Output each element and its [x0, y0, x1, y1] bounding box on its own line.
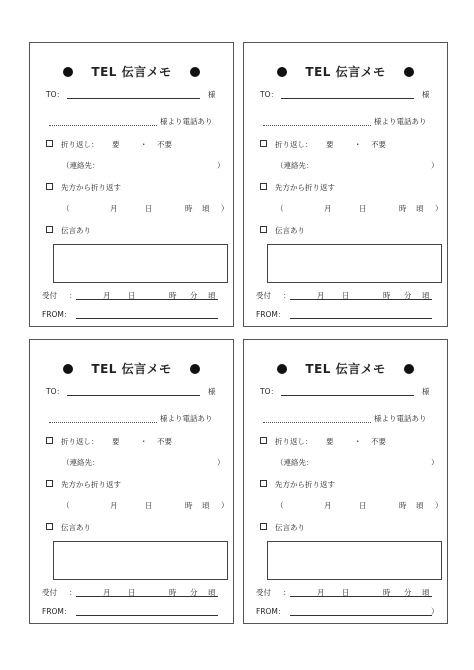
- memo-title: [30, 63, 233, 80]
- approx-label: 頃: [416, 204, 424, 213]
- day-label: 日: [128, 291, 136, 300]
- from-label: FROM：: [256, 607, 286, 616]
- from-input-line[interactable]: [290, 318, 432, 319]
- bullet-dot-icon: [277, 67, 287, 77]
- return-call-label: 折り返し：: [275, 437, 313, 446]
- contact-label: （連絡先：: [62, 161, 100, 170]
- memo-card-1: [29, 42, 234, 327]
- received-input-line[interactable]: [76, 299, 218, 300]
- hour-label: 時: [185, 204, 193, 213]
- month-label: 月: [317, 291, 325, 300]
- approx-label: 頃: [422, 291, 430, 300]
- memo-title-text: TEL 伝言メモ: [91, 65, 172, 79]
- option-separator: ・: [354, 140, 362, 149]
- to-label: TO：: [260, 387, 278, 396]
- sama-label: 様: [208, 90, 216, 99]
- day-label: 日: [145, 501, 153, 510]
- to-input-line[interactable]: [67, 98, 200, 99]
- to-input-line[interactable]: [281, 395, 414, 396]
- contact-label: （連絡先：: [276, 458, 314, 467]
- open-paren: （: [62, 204, 70, 213]
- message-label: 伝言あり: [61, 226, 91, 235]
- message-label: 伝言あり: [61, 523, 91, 532]
- colon: ：: [69, 291, 77, 300]
- to-label: TO：: [46, 90, 64, 99]
- return-call-checkbox[interactable]: [46, 437, 53, 444]
- return-call-checkbox[interactable]: [260, 437, 267, 444]
- day-label: 日: [342, 291, 350, 300]
- memo-title: [244, 63, 447, 80]
- close-paren: ）: [431, 161, 439, 170]
- call-back-label: 先方から折り返す: [61, 183, 121, 192]
- message-box[interactable]: [53, 244, 228, 283]
- call-back-checkbox[interactable]: [260, 183, 267, 190]
- close-paren: ）: [217, 458, 225, 467]
- hour-label: 時: [169, 588, 177, 597]
- month-label: 月: [317, 588, 325, 597]
- return-call-checkbox[interactable]: [46, 140, 53, 147]
- received-label: 受付: [256, 588, 271, 597]
- return-call-label: 折り返し：: [61, 437, 99, 446]
- message-checkbox[interactable]: [260, 226, 267, 233]
- bullet-dot-icon: [190, 364, 200, 374]
- month-label: 月: [324, 501, 332, 510]
- message-checkbox[interactable]: [46, 226, 53, 233]
- close-paren: ）: [431, 607, 439, 616]
- minute-label: 分: [190, 291, 198, 300]
- from-input-line[interactable]: [76, 318, 218, 319]
- day-label: 日: [145, 204, 153, 213]
- message-label: 伝言あり: [275, 226, 305, 235]
- bullet-dot-icon: [63, 67, 73, 77]
- option-separator: ・: [354, 437, 362, 446]
- approx-label: 頃: [202, 204, 210, 213]
- bullet-dot-icon: [277, 364, 287, 374]
- from-label: FROM：: [42, 310, 72, 319]
- called-text: 様より電話あり: [374, 414, 427, 423]
- message-checkbox[interactable]: [260, 523, 267, 530]
- message-box[interactable]: [53, 541, 228, 580]
- day-label: 日: [342, 588, 350, 597]
- memo-title: [30, 360, 233, 377]
- received-input-line[interactable]: [290, 596, 432, 597]
- received-input-line[interactable]: [290, 299, 432, 300]
- return-call-label: 折り返し：: [61, 140, 99, 149]
- received-label: 受付: [42, 291, 57, 300]
- bullet-dot-icon: [404, 67, 414, 77]
- close-paren: ）: [431, 458, 439, 467]
- bullet-dot-icon: [190, 67, 200, 77]
- call-back-checkbox[interactable]: [46, 480, 53, 487]
- no-need-option[interactable]: 不要: [371, 437, 386, 446]
- memo-card-4: [243, 339, 448, 624]
- open-paren: （: [276, 204, 284, 213]
- memo-title-text: TEL 伝言メモ: [91, 362, 172, 376]
- from-label: FROM：: [42, 607, 72, 616]
- bullet-dot-icon: [404, 364, 414, 374]
- month-label: 月: [103, 588, 111, 597]
- to-label: TO：: [46, 387, 64, 396]
- caller-input-line[interactable]: [49, 422, 157, 423]
- option-separator: ・: [140, 437, 148, 446]
- no-need-option[interactable]: 不要: [157, 437, 172, 446]
- to-input-line[interactable]: [281, 98, 414, 99]
- caller-input-line[interactable]: [49, 125, 157, 126]
- option-separator: ・: [140, 140, 148, 149]
- colon: ：: [283, 291, 291, 300]
- minute-label: 分: [404, 588, 412, 597]
- need-option[interactable]: 要: [326, 437, 334, 446]
- approx-label: 頃: [422, 588, 430, 597]
- minute-label: 分: [404, 291, 412, 300]
- month-label: 月: [110, 204, 118, 213]
- minute-label: 分: [190, 588, 198, 597]
- memo-title-text: TEL 伝言メモ: [305, 362, 386, 376]
- call-back-checkbox[interactable]: [46, 183, 53, 190]
- month-label: 月: [110, 501, 118, 510]
- call-back-label: 先方から折り返す: [275, 480, 335, 489]
- need-option[interactable]: 要: [112, 140, 120, 149]
- hour-label: 時: [399, 501, 407, 510]
- received-input-line[interactable]: [76, 596, 218, 597]
- close-paren: ）: [221, 501, 229, 510]
- approx-label: 頃: [208, 588, 216, 597]
- need-option[interactable]: 要: [326, 140, 334, 149]
- day-label: 日: [359, 501, 367, 510]
- approx-label: 頃: [202, 501, 210, 510]
- month-label: 月: [324, 204, 332, 213]
- colon: ：: [283, 588, 291, 597]
- no-need-option[interactable]: 不要: [157, 140, 172, 149]
- to-label: TO：: [260, 90, 278, 99]
- message-label: 伝言あり: [275, 523, 305, 532]
- return-call-label: 折り返し：: [275, 140, 313, 149]
- sama-label: 様: [422, 90, 430, 99]
- memo-card-3: [29, 339, 234, 624]
- close-paren: ）: [435, 204, 443, 213]
- called-text: 様より電話あり: [160, 414, 213, 423]
- call-back-checkbox[interactable]: [260, 480, 267, 487]
- need-option[interactable]: 要: [112, 437, 120, 446]
- from-input-line[interactable]: [290, 615, 432, 616]
- hour-label: 時: [399, 204, 407, 213]
- day-label: 日: [128, 588, 136, 597]
- received-label: 受付: [256, 291, 271, 300]
- contact-label: （連絡先：: [62, 458, 100, 467]
- sama-label: 様: [422, 387, 430, 396]
- caller-input-line[interactable]: [263, 125, 371, 126]
- message-box[interactable]: [267, 244, 442, 283]
- approx-label: 頃: [416, 501, 424, 510]
- contact-label: （連絡先：: [276, 161, 314, 170]
- close-paren: ）: [435, 501, 443, 510]
- message-box[interactable]: [267, 541, 442, 580]
- sama-label: 様: [208, 387, 216, 396]
- call-back-label: 先方から折り返す: [61, 480, 121, 489]
- called-text: 様より電話あり: [374, 117, 427, 126]
- hour-label: 時: [383, 291, 391, 300]
- colon: ：: [69, 588, 77, 597]
- from-label: FROM：: [256, 310, 286, 319]
- to-input-line[interactable]: [67, 395, 200, 396]
- memo-title-text: TEL 伝言メモ: [305, 65, 386, 79]
- called-text: 様より電話あり: [160, 117, 213, 126]
- no-need-option[interactable]: 不要: [371, 140, 386, 149]
- hour-label: 時: [185, 501, 193, 510]
- hour-label: 時: [383, 588, 391, 597]
- close-paren: ）: [221, 204, 229, 213]
- day-label: 日: [359, 204, 367, 213]
- month-label: 月: [103, 291, 111, 300]
- open-paren: （: [276, 501, 284, 510]
- from-input-line[interactable]: [76, 615, 218, 616]
- message-checkbox[interactable]: [46, 523, 53, 530]
- memo-card-2: [243, 42, 448, 327]
- open-paren: （: [62, 501, 70, 510]
- approx-label: 頃: [208, 291, 216, 300]
- hour-label: 時: [169, 291, 177, 300]
- close-paren: ）: [217, 161, 225, 170]
- memo-title: [244, 360, 447, 377]
- call-back-label: 先方から折り返す: [275, 183, 335, 192]
- caller-input-line[interactable]: [263, 422, 371, 423]
- return-call-checkbox[interactable]: [260, 140, 267, 147]
- received-label: 受付: [42, 588, 57, 597]
- bullet-dot-icon: [63, 364, 73, 374]
